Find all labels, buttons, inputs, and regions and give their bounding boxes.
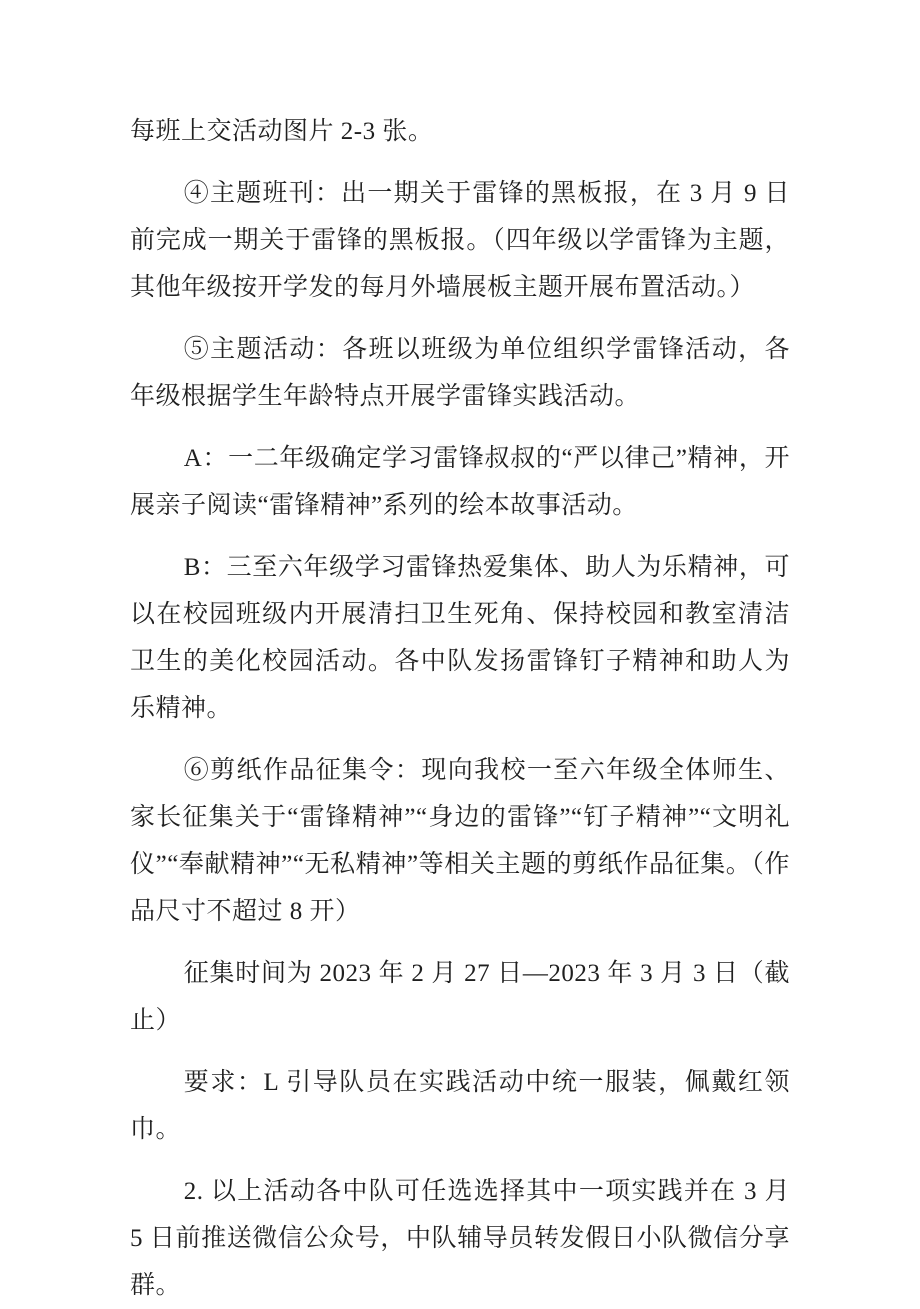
paragraph-item-b-grades-3-6: B：三至六年级学习雷锋热爱集体、助人为乐精神，可以在校园班级内开展清扫卫生死角、保持校园和教室清洁卫生的美化校园活动。各中队发扬雷锋钉子精神和助人为乐精神。: [130, 554, 790, 722]
paragraph-collection-time: 征集时间为 2023 年 2 月 27 日—2023 年 3 月 3 日（截止）: [130, 960, 790, 1034]
paragraph-item-a-grades-1-2: A：一二年级确定学习雷锋叔叔的“严以律己”精神，开展亲子阅读“雷锋精神”系列的绘本故事活动。: [130, 445, 790, 519]
document-text-block: [130, 108, 790, 1309]
paragraph-continuation-line: 每班上交活动图片 2-3 张。: [130, 118, 434, 145]
paragraph-requirement: 要求：L 引导队员在实践活动中统一服装，佩戴红领巾。: [130, 1069, 790, 1143]
paragraph-item-4-theme-class-journal: ④主题班刊：出一期关于雷锋的黑板报，在 3 月 9 日前完成一期关于雷锋的黑板报。（四年级以学雷锋为主题，其他年级按开学发的每月外墙展板主题开展布置活动。）: [130, 180, 790, 301]
paragraph-item-5-theme-activity: ⑤主题活动：各班以班级为单位组织学雷锋活动，各年级根据学生年龄特点开展学雷锋实践活动。: [130, 336, 790, 410]
paragraph-item-2-wechat-push: 2. 以上活动各中队可任选选择其中一项实践并在 3 月 5 日前推送微信公众号，中队辅导员转发假日小队微信分享群。: [130, 1178, 790, 1299]
paragraph-item-6-papercut-collection: ⑥剪纸作品征集令：现向我校一至六年级全体师生、家长征集关于“雷锋精神”“身边的雷锋”“钉子精神”“文明礼仪”“奉献精神”“无私精神”等相关主题的剪纸作品征集。（作品尺寸不超过 8 开）: [130, 757, 790, 925]
